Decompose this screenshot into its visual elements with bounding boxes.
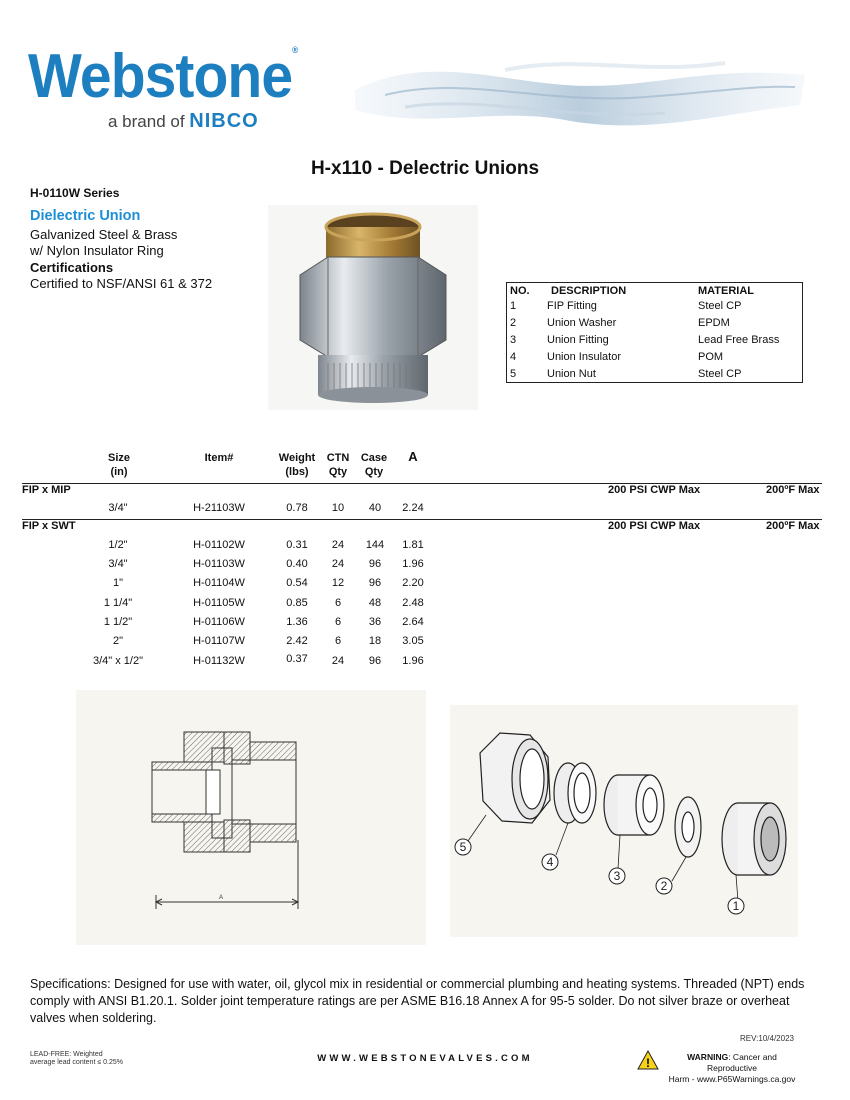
group-temperature: 200ºF Max xyxy=(766,484,820,496)
lead-free-note: LEAD-FREE: Weighted average lead content ≤ 0.25% xyxy=(30,1051,123,1066)
group-divider xyxy=(22,483,822,484)
parts-header-material: MATERIAL xyxy=(698,285,755,297)
product-name: Dielectric Union xyxy=(30,208,141,224)
parent-brand: NIBCO xyxy=(189,110,259,132)
brand-logo xyxy=(28,42,298,111)
callout-1: 1 xyxy=(732,899,740,913)
header-case-qty: Case Qty xyxy=(360,452,388,478)
header-weight: Weight (lbs) xyxy=(278,452,316,478)
warning-label: WARNING xyxy=(687,1052,729,1062)
part-number: 2 xyxy=(510,317,517,329)
parts-header-no: NO. xyxy=(510,285,530,297)
parts-header-description: DESCRIPTION xyxy=(551,285,627,297)
description-line: Galvanized Steel & Brass xyxy=(30,227,178,242)
callout-2: 2 xyxy=(660,879,668,893)
exploded-view-diagram xyxy=(450,705,798,937)
prop65-warning: WARNING: Cancer and Reproductive Harm - www.P65Warnings.ca.gov xyxy=(668,1052,796,1084)
group-temperature: 200ºF Max xyxy=(766,520,820,532)
parts-table xyxy=(506,282,803,383)
group-divider xyxy=(22,519,822,520)
parts-row xyxy=(507,315,802,332)
exploded-view-drawing xyxy=(450,705,798,937)
website-link[interactable]: WWW.WEBSTONEVALVES.COM xyxy=(317,1053,533,1064)
header-item: Item# xyxy=(204,452,234,464)
group-name: FIP x SWT xyxy=(22,520,76,532)
product-photo xyxy=(268,205,478,410)
part-description: FIP Fitting xyxy=(547,300,597,312)
part-number: 4 xyxy=(510,351,517,363)
spec-table: Size (in) Item# Weight (lbs) CTN Qty Case Qty A FIP x MIP 200 PSI CWP Max 200ºF Max 3/4" H-21103W 0.78 10 40 2.24 FIP x SWT 200 PSI CWP Max 200ºF Max 1/2" H-01102W 0.31 24 144 1.81 3/4" H-01103W 0.40 24 96 1.96 1" H-01104W 0.54 12 96 2.20 1 1/4" H-01105W 0.85 6 48 2.48 1 1/2" H-01106W 1.36 6 36 2.64 2" H-01107W 2.42 6 18 3.05 3/4" x 1/2" H-01132W 0.37 24 96 1.96 xyxy=(22,448,822,678)
parts-row xyxy=(507,366,802,383)
brand-name: Webstone xyxy=(28,42,293,111)
svg-text:!: ! xyxy=(646,1056,650,1070)
water-splash-graphic xyxy=(345,35,815,145)
certifications-text: Certified to NSF/ANSI 61 & 372 xyxy=(30,276,213,291)
header-ctn-qty: CTN Qty xyxy=(326,452,350,478)
part-material: Steel CP xyxy=(698,368,742,380)
certifications-heading: Certifications xyxy=(30,260,114,275)
description-line: w/ Nylon Insulator Ring xyxy=(30,243,164,258)
parts-header-row xyxy=(507,284,802,298)
part-material: POM xyxy=(698,351,724,363)
part-material: Steel CP xyxy=(698,300,742,312)
header-dimension-a: A xyxy=(408,449,418,464)
parts-row xyxy=(507,298,802,315)
callout-4: 4 xyxy=(546,855,554,869)
revision-date: REV:10/4/2023 xyxy=(740,1034,794,1043)
warning-icon xyxy=(637,1050,659,1070)
part-number: 1 xyxy=(510,300,517,312)
part-description: Union Nut xyxy=(547,368,596,380)
brand-tagline xyxy=(108,110,259,133)
part-description: Union Insulator xyxy=(547,351,621,363)
part-number: 5 xyxy=(510,368,517,380)
header-size: Size (in) xyxy=(107,452,130,478)
callout-3: 3 xyxy=(613,869,621,883)
dimension-label: A xyxy=(219,895,224,901)
parts-row xyxy=(507,332,802,349)
cross-section-drawing xyxy=(76,690,426,945)
product-description xyxy=(30,227,177,259)
brand-prefix: a brand of xyxy=(108,112,185,131)
part-description: Union Fitting xyxy=(547,334,609,346)
callout-5: 5 xyxy=(459,840,467,854)
registered-mark: ® xyxy=(292,45,298,55)
parts-row xyxy=(507,349,802,366)
part-material: EPDM xyxy=(698,317,730,329)
page-title: H-x110 - Delectric Unions xyxy=(310,158,540,179)
group-pressure: 200 PSI CWP Max xyxy=(608,484,701,496)
part-description: Union Washer xyxy=(547,317,617,329)
group-name: FIP x MIP xyxy=(22,484,71,496)
cross-section-diagram xyxy=(76,690,426,945)
part-material: Lead Free Brass xyxy=(698,334,780,346)
group-pressure: 200 PSI CWP Max xyxy=(608,520,701,532)
part-number: 3 xyxy=(510,334,517,346)
series-label: H-0110W Series xyxy=(30,186,120,200)
specifications-text: Specifications: Designed for use with water, oil, glycol mix in residential or commercial plumbing and heating systems. Threaded (NPT) ends comply with ANSI B1.20.1. Solder joint temperature ratings are per ASME B16.18 Annex A for 95-5 solder. Do not silver braze or overheat valves when soldering. xyxy=(30,977,805,1025)
